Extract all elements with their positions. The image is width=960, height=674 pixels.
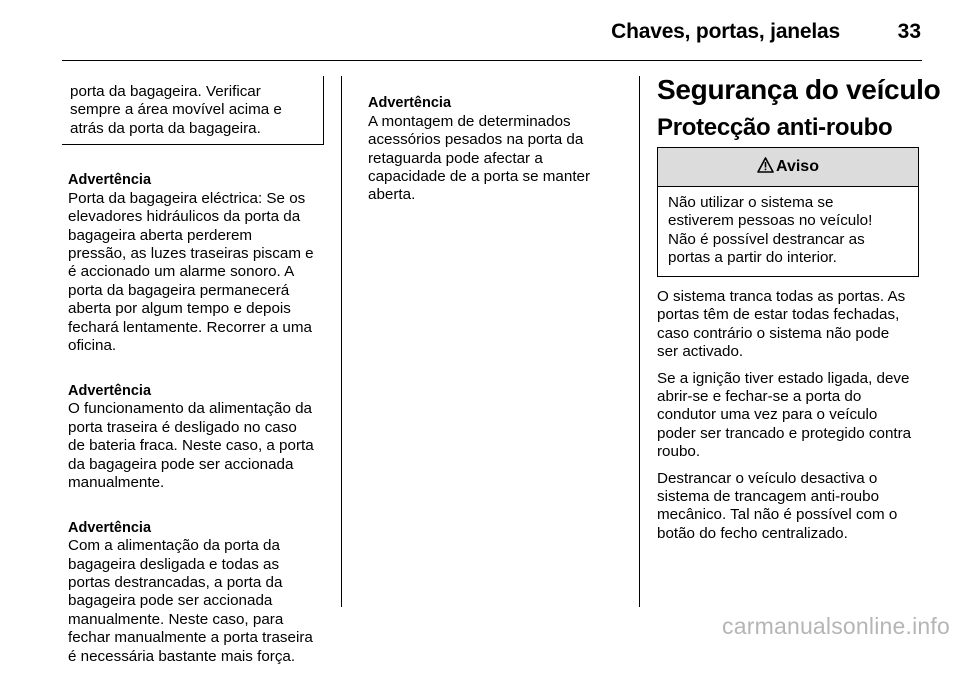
section-heading: Segurança do veículo xyxy=(657,74,941,105)
warning-text: Não utilizar o sistema se estiverem pessoas no veículo! Não é possível destrancar as portas a partir do interior. xyxy=(668,194,873,267)
continued-warning-text: porta da bagageira. Verificar sempre a área movível acima e atrás da porta da bagageira. xyxy=(70,83,282,137)
watermark: carmanualsonline.info xyxy=(722,613,950,639)
column-2 xyxy=(368,76,630,213)
page-header-title: Chaves, portas, janelas xyxy=(611,20,840,43)
page-number: 33 xyxy=(897,20,921,43)
note-label: Advertência xyxy=(68,382,152,399)
note-text: Porta da bagageira eléctrica: Se os elevadores hidráulicos da porta da bagageira aberta perderem pressão, as luzes traseiras piscam e é accionado um alarme sonoro. A porta da bagageira permanecerá aberta por algum tempo e depois fechará lentamente. Recorrer a uma oficina. xyxy=(68,189,314,355)
warning-box xyxy=(657,147,919,277)
column-3-body xyxy=(657,288,925,551)
column-divider-2 xyxy=(639,76,640,607)
note-text: O funcionamento da alimentação da porta traseira é desligado no caso de bateria fraca. Neste caso, a porta da bagageira pode ser accionada manualmente. xyxy=(68,400,314,491)
note-label: Advertência xyxy=(68,519,152,536)
column-1 xyxy=(68,153,330,674)
note-block xyxy=(68,153,330,355)
note-label: Advertência xyxy=(368,95,452,112)
note-label: Advertência xyxy=(68,172,152,189)
header-divider xyxy=(62,60,922,61)
paragraph: Destrancar o veículo desactiva o sistema de trancagem anti-roubo mecânico. Tal não é possível com o botão do fecho centralizado. xyxy=(657,469,898,542)
note-block xyxy=(68,500,330,666)
note-text: A montagem de determinados acessórios pesados na porta da retaguarda pode afectar a capacidade de a porta se manter aberta. xyxy=(368,112,591,204)
note-text: Com a alimentação da porta da bagageira desligada e todas as portas destrancadas, a porta da bagageira pode ser accionada manualmente. Neste caso, para fechar manualmente a porta traseira é necessária bastante mais força. xyxy=(68,537,313,665)
paragraph: O sistema tranca todas as portas. As portas têm de estar todas fechadas, caso contrário o sistema não pode ser activado. xyxy=(657,288,906,361)
section-subheading: Protecção anti-roubo xyxy=(657,114,893,141)
note-block xyxy=(368,76,630,205)
warning-header xyxy=(658,148,918,187)
paragraph: Se a ignição tiver estado ligada, deve abrir-se e fechar-se a porta do condutor uma vez para o veículo poder ser trancado e protegido contra roubo. xyxy=(657,369,912,461)
note-block xyxy=(68,363,330,492)
column-divider-1 xyxy=(341,76,342,607)
continued-warning-box xyxy=(62,76,324,145)
warning-title: Aviso xyxy=(776,158,819,175)
warning-triangle-icon xyxy=(757,157,774,178)
